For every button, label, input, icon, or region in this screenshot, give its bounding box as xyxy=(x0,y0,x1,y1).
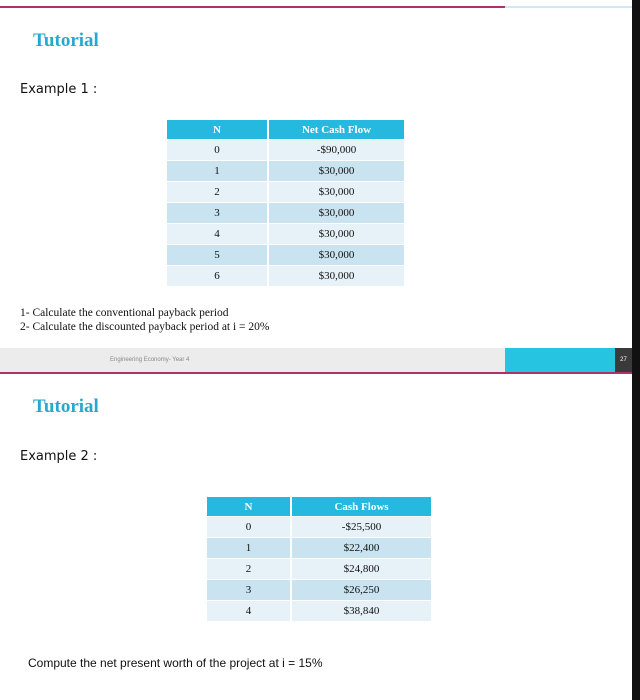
cell-n: 5 xyxy=(167,245,268,266)
slide-divider-line xyxy=(0,372,632,374)
cell-n: 4 xyxy=(207,601,291,622)
table-row xyxy=(167,203,404,224)
table-row xyxy=(167,140,404,161)
slide1-top-accent-line-right xyxy=(505,6,632,8)
table-header-row xyxy=(207,497,431,517)
slide1-question-2: 2- Calculate the discounted payback period at i = 20% xyxy=(20,321,270,333)
slide1-example-label: Example 1 : xyxy=(20,82,98,97)
column-header-net-cash-flow: Net Cash Flow xyxy=(268,120,404,140)
slide1-title: Tutorial xyxy=(33,30,99,51)
cell-n: 2 xyxy=(207,559,291,580)
cell-n: 0 xyxy=(207,517,291,538)
cell-cash-flow: $30,000 xyxy=(268,245,404,266)
slide2-title: Tutorial xyxy=(33,396,99,417)
cell-n: 1 xyxy=(167,161,268,182)
cell-cash-flow: $26,250 xyxy=(291,580,431,601)
table-row xyxy=(167,182,404,203)
cell-cash-flow: $30,000 xyxy=(268,203,404,224)
slide2-example-label: Example 2 : xyxy=(20,449,98,464)
cell-cash-flow: -$25,500 xyxy=(291,517,431,538)
table-row xyxy=(207,601,431,622)
slide1-footer-text: Engineering Economy- Year 4 xyxy=(110,357,190,363)
slide2-instruction: Compute the net present worth of the project at i = 15% xyxy=(28,656,323,670)
slide1-footer-accent xyxy=(505,348,615,372)
table-row xyxy=(167,161,404,182)
slide1-question-1: 1- Calculate the conventional payback period xyxy=(20,307,229,319)
table-header-row xyxy=(167,120,404,140)
right-edge-border xyxy=(632,0,640,700)
cell-cash-flow: $22,400 xyxy=(291,538,431,559)
table-row xyxy=(207,559,431,580)
slide1-page-number: 27 xyxy=(615,348,632,372)
cell-n: 2 xyxy=(167,182,268,203)
column-header-n: N xyxy=(167,120,268,140)
cell-cash-flow: $24,800 xyxy=(291,559,431,580)
cell-cash-flow: $30,000 xyxy=(268,161,404,182)
cell-cash-flow: $30,000 xyxy=(268,266,404,287)
column-header-n: N xyxy=(207,497,291,517)
cell-n: 3 xyxy=(167,203,268,224)
cell-n: 4 xyxy=(167,224,268,245)
slide1-footer-band xyxy=(0,348,505,372)
cell-n: 3 xyxy=(207,580,291,601)
cell-n: 0 xyxy=(167,140,268,161)
slide2-cash-flow-table xyxy=(207,497,431,621)
slide1-cash-flow-table xyxy=(167,120,404,286)
slide1-top-accent-line xyxy=(0,6,505,8)
cell-cash-flow: $30,000 xyxy=(268,182,404,203)
cell-n: 1 xyxy=(207,538,291,559)
table-row xyxy=(167,245,404,266)
cell-n: 6 xyxy=(167,266,268,287)
cell-cash-flow: $38,840 xyxy=(291,601,431,622)
table-row xyxy=(207,580,431,601)
table-row xyxy=(167,266,404,287)
table-row xyxy=(207,538,431,559)
cell-cash-flow: $30,000 xyxy=(268,224,404,245)
cell-cash-flow: -$90,000 xyxy=(268,140,404,161)
column-header-cash-flows: Cash Flows xyxy=(291,497,431,517)
table-row xyxy=(207,517,431,538)
table-row xyxy=(167,224,404,245)
